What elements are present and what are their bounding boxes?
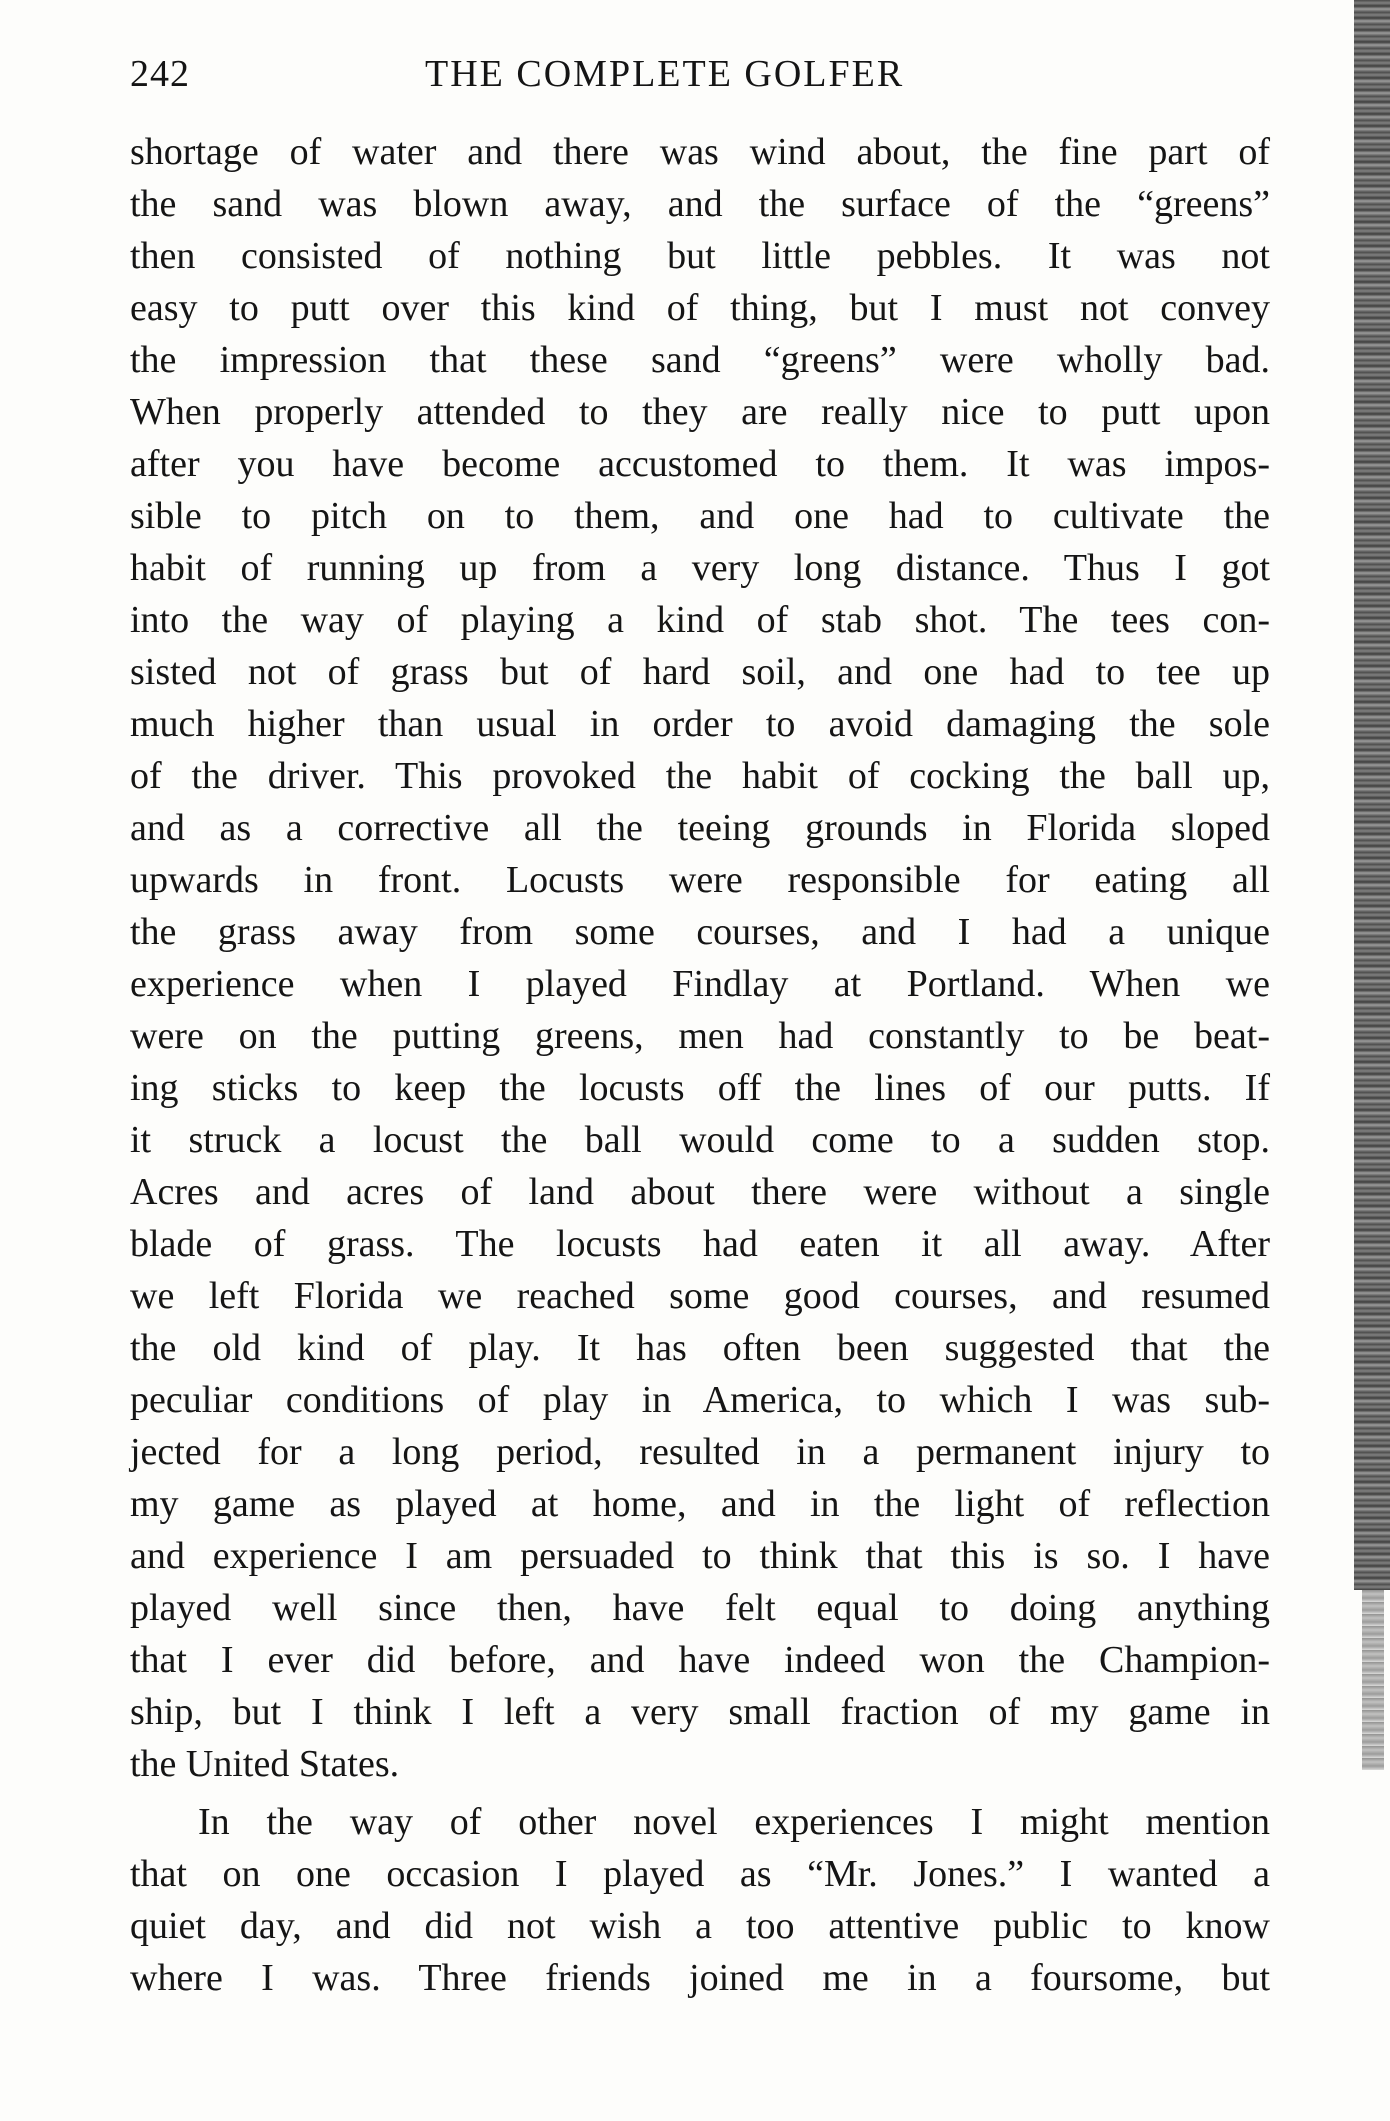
text-line: that on one occasion I played as “Mr. Jones.” I wanted a [130,1853,1270,1895]
text-line: and as a corrective all the teeing grounds in Florida sloped [130,807,1270,849]
text-line: quiet day, and did not wish a too attentive public to know [130,1905,1270,1947]
paragraph [130,126,1270,1790]
text-line: peculiar conditions of play in America, to which I was sub- [130,1379,1270,1421]
text-line: then consisted of nothing but little pebbles. It was not [130,235,1270,277]
text-line: after you have become accustomed to them. It was impos- [130,443,1270,485]
text-line: habit of running up from a very long distance. Thus I got [130,547,1270,589]
text-line: the sand was blown away, and the surface of the “greens” [130,183,1270,225]
text-line: the old kind of play. It has often been suggested that the [130,1327,1270,1369]
running-head [130,52,1270,102]
text-line: sible to pitch on to them, and one had to cultivate the [130,495,1270,537]
page-edge-shadow [1354,0,1390,1590]
text-line: of the driver. This provoked the habit of cocking the ball up, [130,755,1270,797]
text-line: much higher than usual in order to avoid damaging the sole [130,703,1270,745]
text-line: the United States. [130,1743,400,1785]
text-line: blade of grass. The locusts had eaten it all away. After [130,1223,1270,1265]
text-line: upwards in front. Locusts were responsible for eating all [130,859,1270,901]
text-line: the impression that these sand “greens” were wholly bad. [130,339,1270,381]
text-line: ship, but I think I left a very small fraction of my game in [130,1691,1270,1733]
text-line: ing sticks to keep the locusts off the lines of our putts. If [130,1067,1270,1109]
page-number: 242 [130,53,190,95]
text-line: that I ever did before, and have indeed won the Champion- [130,1639,1270,1681]
text-line: When properly attended to they are really nice to putt upon [130,391,1270,433]
text-line: it struck a locust the ball would come to a sudden stop. [130,1119,1270,1161]
text-line: played well since then, have felt equal to doing anything [130,1587,1270,1629]
text-line: easy to putt over this kind of thing, but I must not convey [130,287,1270,329]
text-line: were on the putting greens, men had constantly to be beat- [130,1015,1270,1057]
text-line: shortage of water and there was wind about, the fine part of [130,131,1270,173]
paragraph [130,1796,1270,2004]
text-line: into the way of playing a kind of stab shot. The tees con- [130,599,1270,641]
text-line: jected for a long period, resulted in a permanent injury to [130,1431,1270,1473]
text-line: and experience I am persuaded to think that this is so. I have [130,1535,1270,1577]
text-line: my game as played at home, and in the light of reflection [130,1483,1270,1525]
running-title: THE COMPLETE GOLFER [425,53,905,95]
page-edge-shadow-lower [1362,1590,1384,1770]
text-line: In the way of other novel experiences I might mention [198,1801,1270,1843]
text-line: where I was. Three friends joined me in a foursome, but [130,1957,1270,1999]
text-line: we left Florida we reached some good courses, and resumed [130,1275,1270,1317]
body-text [130,126,1270,2004]
text-line: Acres and acres of land about there were without a single [130,1171,1270,1213]
text-line: sisted not of grass but of hard soil, and one had to tee up [130,651,1270,693]
text-line: experience when I played Findlay at Portland. When we [130,963,1270,1005]
text-line: the grass away from some courses, and I had a unique [130,911,1270,953]
